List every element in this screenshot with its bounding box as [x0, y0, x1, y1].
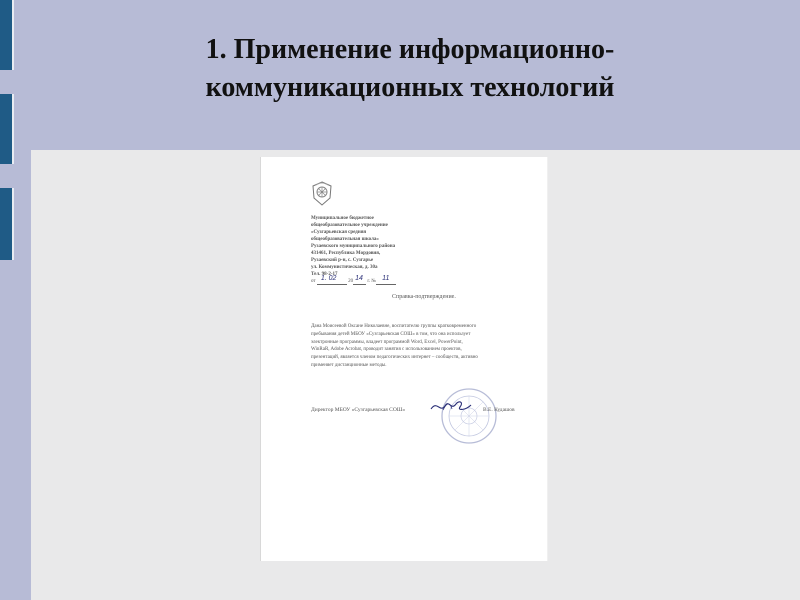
handwritten-signature-icon	[429, 396, 473, 416]
document-body-line: Дана Моисеевой Оксане Николаевне, воспитателю группы кратковременного	[311, 324, 477, 329]
organization-line: ул. Коммунистическая, д. 30а	[311, 265, 378, 270]
organization-line: Рузаевского муниципального района	[311, 244, 396, 249]
slide-title	[110, 31, 710, 107]
director-name: В.Е. Кудашов	[483, 407, 515, 413]
organization-line: Тел. 98-2-17	[311, 272, 338, 277]
document-date-number	[311, 275, 396, 285]
document-body-line: WinRaR, Adobe Acrobat, проводит занятия с использованием проектов,	[311, 347, 462, 353]
organization-line: 431461, Республика Мордовия,	[311, 251, 381, 256]
organization-line: Муниципальное бюджетное	[311, 216, 374, 221]
handwritten-date-year: 14	[355, 275, 363, 282]
left-bar-top	[0, 0, 14, 70]
date-day-line	[317, 275, 347, 285]
left-bar-middle	[0, 94, 14, 164]
date-prefix: от	[311, 279, 316, 284]
document-scan	[260, 157, 548, 561]
organization-line: «Сузгарьевская средняя	[311, 230, 367, 235]
organization-line: Рузаевский р-н, с. Сузгарье	[311, 258, 374, 263]
document-body-line: презентаций, является членом педагогических интернет – сообществ, активно	[311, 355, 478, 361]
signature-label: Директор МБОУ «Сузгарьевская СОШ»	[311, 407, 406, 413]
document-body-line: применяет дистанционные методы.	[311, 362, 387, 368]
director-signature-row	[311, 407, 539, 431]
left-decorative-bars	[0, 0, 16, 260]
document-body-line: пребывания детей МБОУ «Сузгарьевская СОШ» в том, что она использует	[311, 331, 471, 337]
date-year-line	[353, 275, 366, 285]
mordovia-emblem-icon	[311, 181, 333, 206]
date-year-prefix: 20	[348, 279, 354, 284]
organization-address	[311, 215, 439, 278]
organization-line: общеобразовательное учреждение	[311, 223, 388, 228]
left-bar-bottom	[0, 188, 14, 260]
document-body-line: электронные программы, владеет программой Word, Excel, PowerPoint,	[311, 339, 463, 345]
document-body	[311, 323, 531, 370]
handwritten-document-number: 11	[382, 275, 390, 282]
organization-line: общеобразовательная школа»	[311, 237, 379, 242]
date-year-suffix: г. №	[367, 279, 377, 284]
document-heading: Справка-подтверждение.	[392, 294, 456, 300]
handwritten-date-day: 1. 02	[320, 275, 337, 282]
slide-title-line-1: 1. Применение информационно-	[205, 34, 615, 65]
slide-title-line-2: коммуникационных технологий	[205, 72, 615, 103]
document-number-line	[376, 275, 396, 285]
